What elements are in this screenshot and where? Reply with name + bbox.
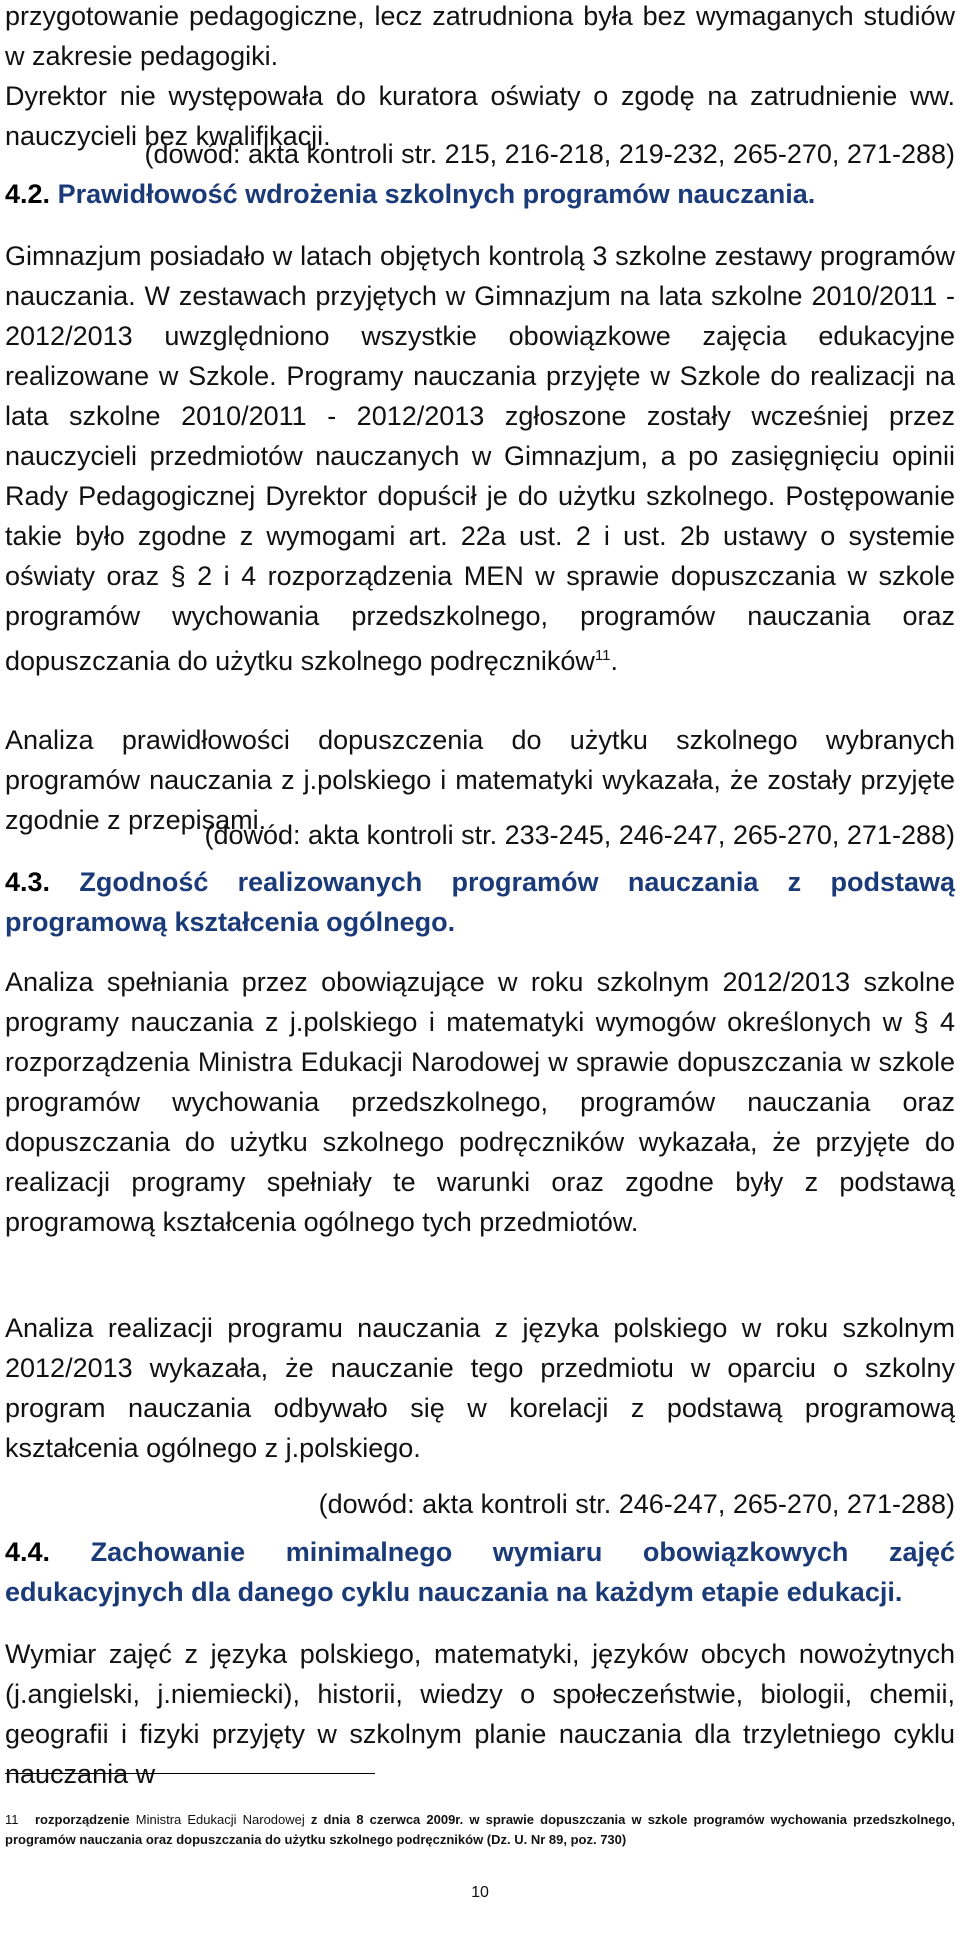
paragraph-kurator: Dyrektor nie występowała do kuratora oświaty o zgodę na zatrudnienie ww. nauczycieli bez kwalifikacji. xyxy=(5,81,955,151)
section-number: 4.3. xyxy=(5,867,51,897)
paragraph-polish-program: Analiza realizacji programu nauczania z języka polskiego w roku szkolnym 2012/2013 wykazała, że nauczanie tego przedmiotu w oparciu o szkolny program nauczania odbywało się w korelacji z podstawą programową kształcenia ogólnego z j.polskiego. xyxy=(5,1313,955,1463)
paragraph-programs: Gimnazjum posiadało w latach objętych kontrolą 3 szkolne zestawy programów nauczania. W zestawach przyjętych w Gimnazjum na lata szkolne 2010/2011 - 2012/2013 uwzględniono wszystkie obowiązkowe zajęcia edukacyjne realizowane w Szkole. Programy nauczania przyjęte w Szkole do realizacji na lata szkolne 2010/2011 - 2012/2013 zgłoszone zostały wcześniej przez nauczycieli przedmiotów nauczanych w Gimnazjum, a po zasięgnięciu opinii Rady Pedagogicznej Dyrektor dopuścił je do użytku szkolnego. Postępowanie takie było zgodne z wymogami art. 22a ust. 2 i ust. 2b ustawy o systemie oświaty oraz § 2 i 4 rozporządzenia MEN w sprawie dopuszczania w szkole programów wychowania przedszkolnego, programów nauczania oraz dopuszczania do użytku szkolnego podręczników$^{11}$. xyxy=(5,241,955,676)
footnote-number: 11 xyxy=(5,1812,19,1827)
evidence-note-3: (dowód: akta kontroli str. 246-247, 265-270, 271-288) xyxy=(318,1489,955,1519)
footnote-part: Ministra Edukacji Narodowej xyxy=(135,1812,305,1827)
paragraph-text: Gimnazjum posiadało w latach objętych kontrolą 3 szkolne zestawy programów nauczania. W zestawach przyjętych w Gimnazjum na lata szkolne 2010/2011 - 2012/2013 uwzględniono wszystkie obowiązkowe zajęcia edukacyjne realizowane w Szkole. Programy nauczania przyjęte w Szkole do realizacji na lata szkolne 2010/2011 - 2012/2013 zgłoszone zostały wcześniej przez nauczycieli przedmiotów nauczanych w Gimnazjum, a po zasięgnięciu opinii Rady Pedagogicznej Dyrektor dopuścił je do użytku szkolnego. Postępowanie takie było zgodne z wymogami art. 22a ust. 2 i ust. 2b ustawy o systemie oświaty oraz § 2 i 4 rozporządzenia MEN w sprawie dopuszczania w szkole programów wychowania przedszkolnego, programów nauczania oraz dopuszczania do użytku szkolnego podręczników xyxy=(5,241,955,676)
paragraph-qualifications: przygotowanie pedagogiczne, lecz zatrudniona była bez wymaganych studiów w zakresie pedagogiki. xyxy=(5,1,955,71)
page-number: 10 xyxy=(471,1884,489,1901)
footnote-ref: 11 xyxy=(594,647,611,664)
section-heading-4-3 xyxy=(5,862,955,942)
section-number: 4.4. xyxy=(5,1537,51,1567)
section-title: Zachowanie minimalnego wymiaru obowiązkowych zajęć edukacyjnych dla danego cyklu nauczania na każdym etapie edukacji. xyxy=(5,1537,955,1607)
footnote-part: z dnia 8 czerwca 2009r. w sprawie dopuszczania w szkole programów wychowania przedszkolnego, programów nauczania oraz dopuszczania do użytku szkolnego podręczników (Dz. U. Nr 89, poz. 730) xyxy=(5,1812,955,1847)
section-heading-4-4 xyxy=(5,1532,955,1612)
section-heading-4-2 xyxy=(5,174,955,214)
evidence-note-2: (dowód: akta kontroli str. 233-245, 246-247, 265-270, 271-288) xyxy=(204,820,955,850)
footnote-11 xyxy=(5,1810,955,1850)
paragraph-requirements: Analiza spełniania przez obowiązujące w roku szkolnym 2012/2013 szkolne programy nauczania z j.polskiego i matematyki wymogów określonych w § 4 rozporządzenia Ministra Edukacji Narodowej w sprawie dopuszczania w szkole programów wychowania przedszkolnego, programów nauczania oraz dopuszczania do użytku szkolnego podręczników wykazała, że przyjęte do realizacji programy spełniały te warunki oraz zgodne były z podstawą programową kształcenia ogólnego tych przedmiotów. xyxy=(5,967,955,1237)
footnote-part: rozporządzenie xyxy=(35,1812,130,1827)
paragraph-analysis-admission: Analiza prawidłowości dopuszczenia do użytku szkolnego wybranych programów nauczania z j.polskiego i matematyki wykazała, że zostały przyjęte zgodnie z przepisami. xyxy=(5,725,955,835)
section-number: 4.2. xyxy=(5,179,51,209)
section-title: Zgodność realizowanych programów nauczania z podstawą programową kształcenia ogólnego. xyxy=(5,867,955,937)
paragraph-hours: Wymiar zajęć z języka polskiego, matematyki, języków obcych nowożytnych (j.angielski, j.niemiecki), historii, wiedzy o społeczeństwie, biologii, chemii, geografii i fizyki przyjęty w szkolnym planie nauczania dla trzyletniego cyklu nauczania w xyxy=(5,1639,955,1789)
evidence-note-1: (dowód: akta kontroli str. 215, 216-218, 219-232, 265-270, 271-288) xyxy=(144,139,955,169)
footnote-separator xyxy=(5,1773,375,1774)
section-title: Prawidłowość wdrożenia szkolnych programów nauczania. xyxy=(57,179,816,209)
